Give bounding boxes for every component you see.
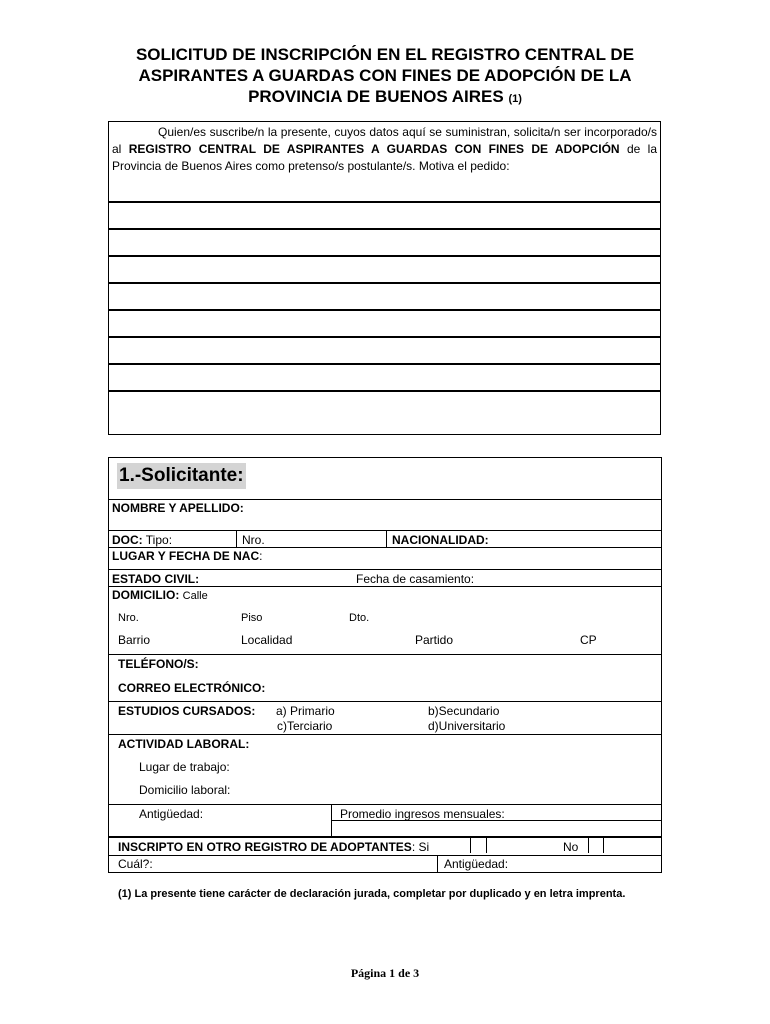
lugar-trabajo-label: Lugar de trabajo:	[139, 760, 230, 774]
domicilio-field[interactable]	[112, 588, 208, 603]
doc-tipo-label: Tipo:	[145, 533, 173, 547]
calle-label: Calle	[182, 590, 208, 602]
cp-label: CP	[580, 633, 597, 647]
lugar-fecha-label: LUGAR Y FECHA DE NAC	[112, 549, 260, 563]
cell-divider	[386, 530, 387, 547]
motive-line-2[interactable]	[109, 228, 660, 230]
motive-line-3[interactable]	[109, 255, 660, 257]
title-line-3-text: PROVINCIA DE BUENOS AIRES	[248, 87, 504, 106]
cell-divider	[236, 530, 237, 547]
lugar-fecha-field[interactable]	[112, 549, 262, 563]
section-title: 1.-Solicitante:	[117, 463, 246, 489]
si-checkbox-right[interactable]	[486, 836, 487, 853]
barrio-label: Barrio	[118, 633, 151, 647]
inscripto-field[interactable]	[118, 840, 429, 854]
fecha-casamiento-label: Fecha de casamiento:	[356, 572, 475, 586]
intro-text-2: de la Provincia de Buenos Aires como pretenso/s postulante/s. Motiva el pedido:	[112, 142, 657, 173]
motive-line-5[interactable]	[109, 309, 660, 311]
secundario-option[interactable]: b)Secundario	[428, 704, 500, 718]
no-checkbox-left	[588, 836, 589, 853]
primario-option[interactable]: a) Primario	[276, 704, 335, 718]
terciario-option[interactable]: c)Terciario	[277, 719, 333, 733]
domicilio-nro-label: Nro.	[118, 612, 139, 624]
motive-line-4[interactable]	[109, 282, 660, 284]
doc-label: DOC:	[112, 533, 143, 547]
universitario-option[interactable]: d)Universitario	[428, 719, 506, 733]
motive-line-8[interactable]	[109, 390, 660, 392]
document-title	[110, 44, 660, 110]
si-option[interactable]: Si	[418, 840, 430, 854]
domicilio-label: DOMICILIO:	[112, 588, 180, 602]
domicilio-laboral-label: Domicilio laboral:	[139, 783, 231, 797]
localidad-label: Localidad	[241, 633, 293, 647]
inscripto-colon: :	[411, 840, 416, 854]
row-divider	[109, 586, 661, 587]
title-line-3	[110, 86, 660, 110]
cual-label: Cuál?:	[118, 857, 153, 871]
row-divider	[109, 547, 661, 548]
doc-field[interactable]	[112, 533, 172, 547]
inscripto-label: INSCRIPTO EN OTRO REGISTRO DE ADOPTANTES	[118, 840, 412, 854]
telefono-label: TELÉFONO/S:	[118, 657, 199, 671]
intro-paragraph	[112, 124, 657, 175]
estado-civil-label: ESTADO CIVIL:	[112, 572, 200, 586]
row-divider	[109, 654, 661, 655]
row-divider	[109, 855, 661, 856]
applicant-form	[108, 457, 662, 873]
nacionalidad-label: NACIONALIDAD:	[392, 533, 489, 547]
title-line-1: SOLICITUD DE INSCRIPCIÓN EN EL REGISTRO CENTRAL DE	[135, 45, 635, 64]
dto-label: Dto.	[349, 612, 370, 624]
motive-box	[108, 121, 661, 435]
row-divider	[331, 820, 661, 821]
title-line-2: ASPIRANTES A GUARDAS CON FINES DE ADOPCIÓN DE LA	[138, 66, 632, 85]
row-divider	[109, 836, 661, 838]
no-option[interactable]: No	[563, 840, 579, 854]
lugar-fecha-colon: :	[259, 549, 263, 563]
motive-line-7[interactable]	[109, 363, 660, 365]
no-checkbox-right[interactable]	[603, 836, 604, 853]
actividad-label: ACTIVIDAD LABORAL:	[118, 737, 250, 751]
doc-nro-label: Nro.	[242, 533, 265, 547]
page-number: Página 1 de 3	[350, 966, 420, 980]
title-note-ref: (1)	[508, 93, 522, 105]
intro-text-1: Quien/es suscribe/n la presente, cuyos datos aquí se suministran, solicita/n ser incorporado/s al	[112, 125, 657, 156]
row-divider	[109, 530, 661, 531]
footnote: (1) La presente tiene carácter de declaración jurada, completar por duplicado y en letra imprenta.	[118, 888, 626, 900]
partido-label: Partido	[415, 633, 454, 647]
cell-divider	[437, 855, 438, 872]
nombre-label: NOMBRE Y APELLIDO:	[112, 501, 244, 515]
piso-label: Piso	[241, 612, 263, 624]
antiguedad2-label: Antigüedad:	[444, 857, 509, 871]
row-divider	[109, 734, 661, 735]
row-divider	[109, 499, 661, 500]
promedio-label: Promedio ingresos mensuales:	[340, 807, 505, 821]
row-divider	[109, 701, 661, 702]
si-checkbox-left	[470, 836, 471, 853]
estudios-label: ESTUDIOS CURSADOS:	[118, 704, 256, 718]
correo-label: CORREO ELECTRÓNICO:	[118, 681, 266, 695]
row-divider	[109, 804, 661, 805]
antiguedad-label: Antigüedad:	[139, 807, 204, 821]
row-divider	[109, 569, 661, 570]
motive-line-6[interactable]	[109, 336, 660, 338]
intro-registry-name: REGISTRO CENTRAL DE ASPIRANTES A GUARDAS CON FINES DE ADOPCIÓN	[128, 142, 620, 156]
motive-line-1[interactable]	[109, 201, 660, 203]
